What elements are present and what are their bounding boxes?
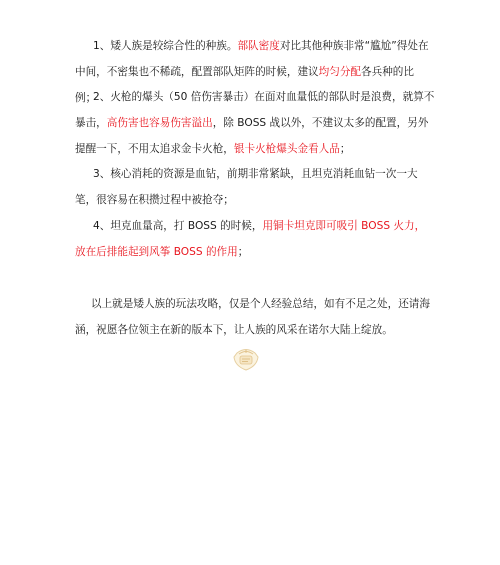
p4-text-a: 4、坦克血量高，打 BOSS 的时候，: [93, 220, 263, 232]
watermark-seal-icon: [231, 344, 261, 372]
p2-text-a: 2、火枪的爆头（50 倍伤害暴击）在面对血量低的部队时是浪费，就算不暴击，: [75, 91, 435, 129]
p3-text-a: 3、核心消耗的资源是血钻，前期非常紧缺，且坦克消耗血钻一次一大笔，很容易在积攒过程中被抢夺；: [75, 168, 418, 206]
paragraph-summary: [75, 291, 435, 343]
paragraph-4: [75, 213, 435, 265]
p2-text-e: ；: [339, 143, 351, 155]
p1-highlight-density: 部队密度: [237, 40, 280, 52]
p2-highlight-silver: 银卡火枪爆头金看人品: [233, 143, 340, 155]
p2-text-c: ，除 BOSS 战以外，不建议太多的配置，另外提醒一下，不用太追求金卡火枪，: [75, 117, 429, 155]
p4-text-c: ；: [237, 246, 249, 258]
p1-text-e: 各兵种的比例；: [75, 66, 414, 104]
paragraph-2: [75, 84, 435, 162]
p4-highlight-tank: 用铜卡坦克即可吸引 BOSS 火力，放在后排能起到风筝 BOSS 的作用: [75, 220, 426, 258]
p1-text-a: 1、矮人族是较综合性的种族。: [93, 40, 238, 52]
p1-highlight-even: 均匀分配: [318, 66, 362, 78]
p1-text-c: 对比其他种族非常“尴尬”得处在中间，不密集也不稀疏，配置部队矩阵的时候，建议: [75, 40, 429, 78]
p5-text-a: 以上就是矮人族的玩法攻略，仅是个人经验总结，如有不足之处，还请海涵，祝愿各位领主在新的版本下，让人族的风采在诺尔大陆上绽放。: [75, 298, 430, 336]
p2-highlight-overflow: 高伤害也容易伤害溢出: [106, 117, 213, 129]
paragraph-3: [75, 161, 435, 213]
